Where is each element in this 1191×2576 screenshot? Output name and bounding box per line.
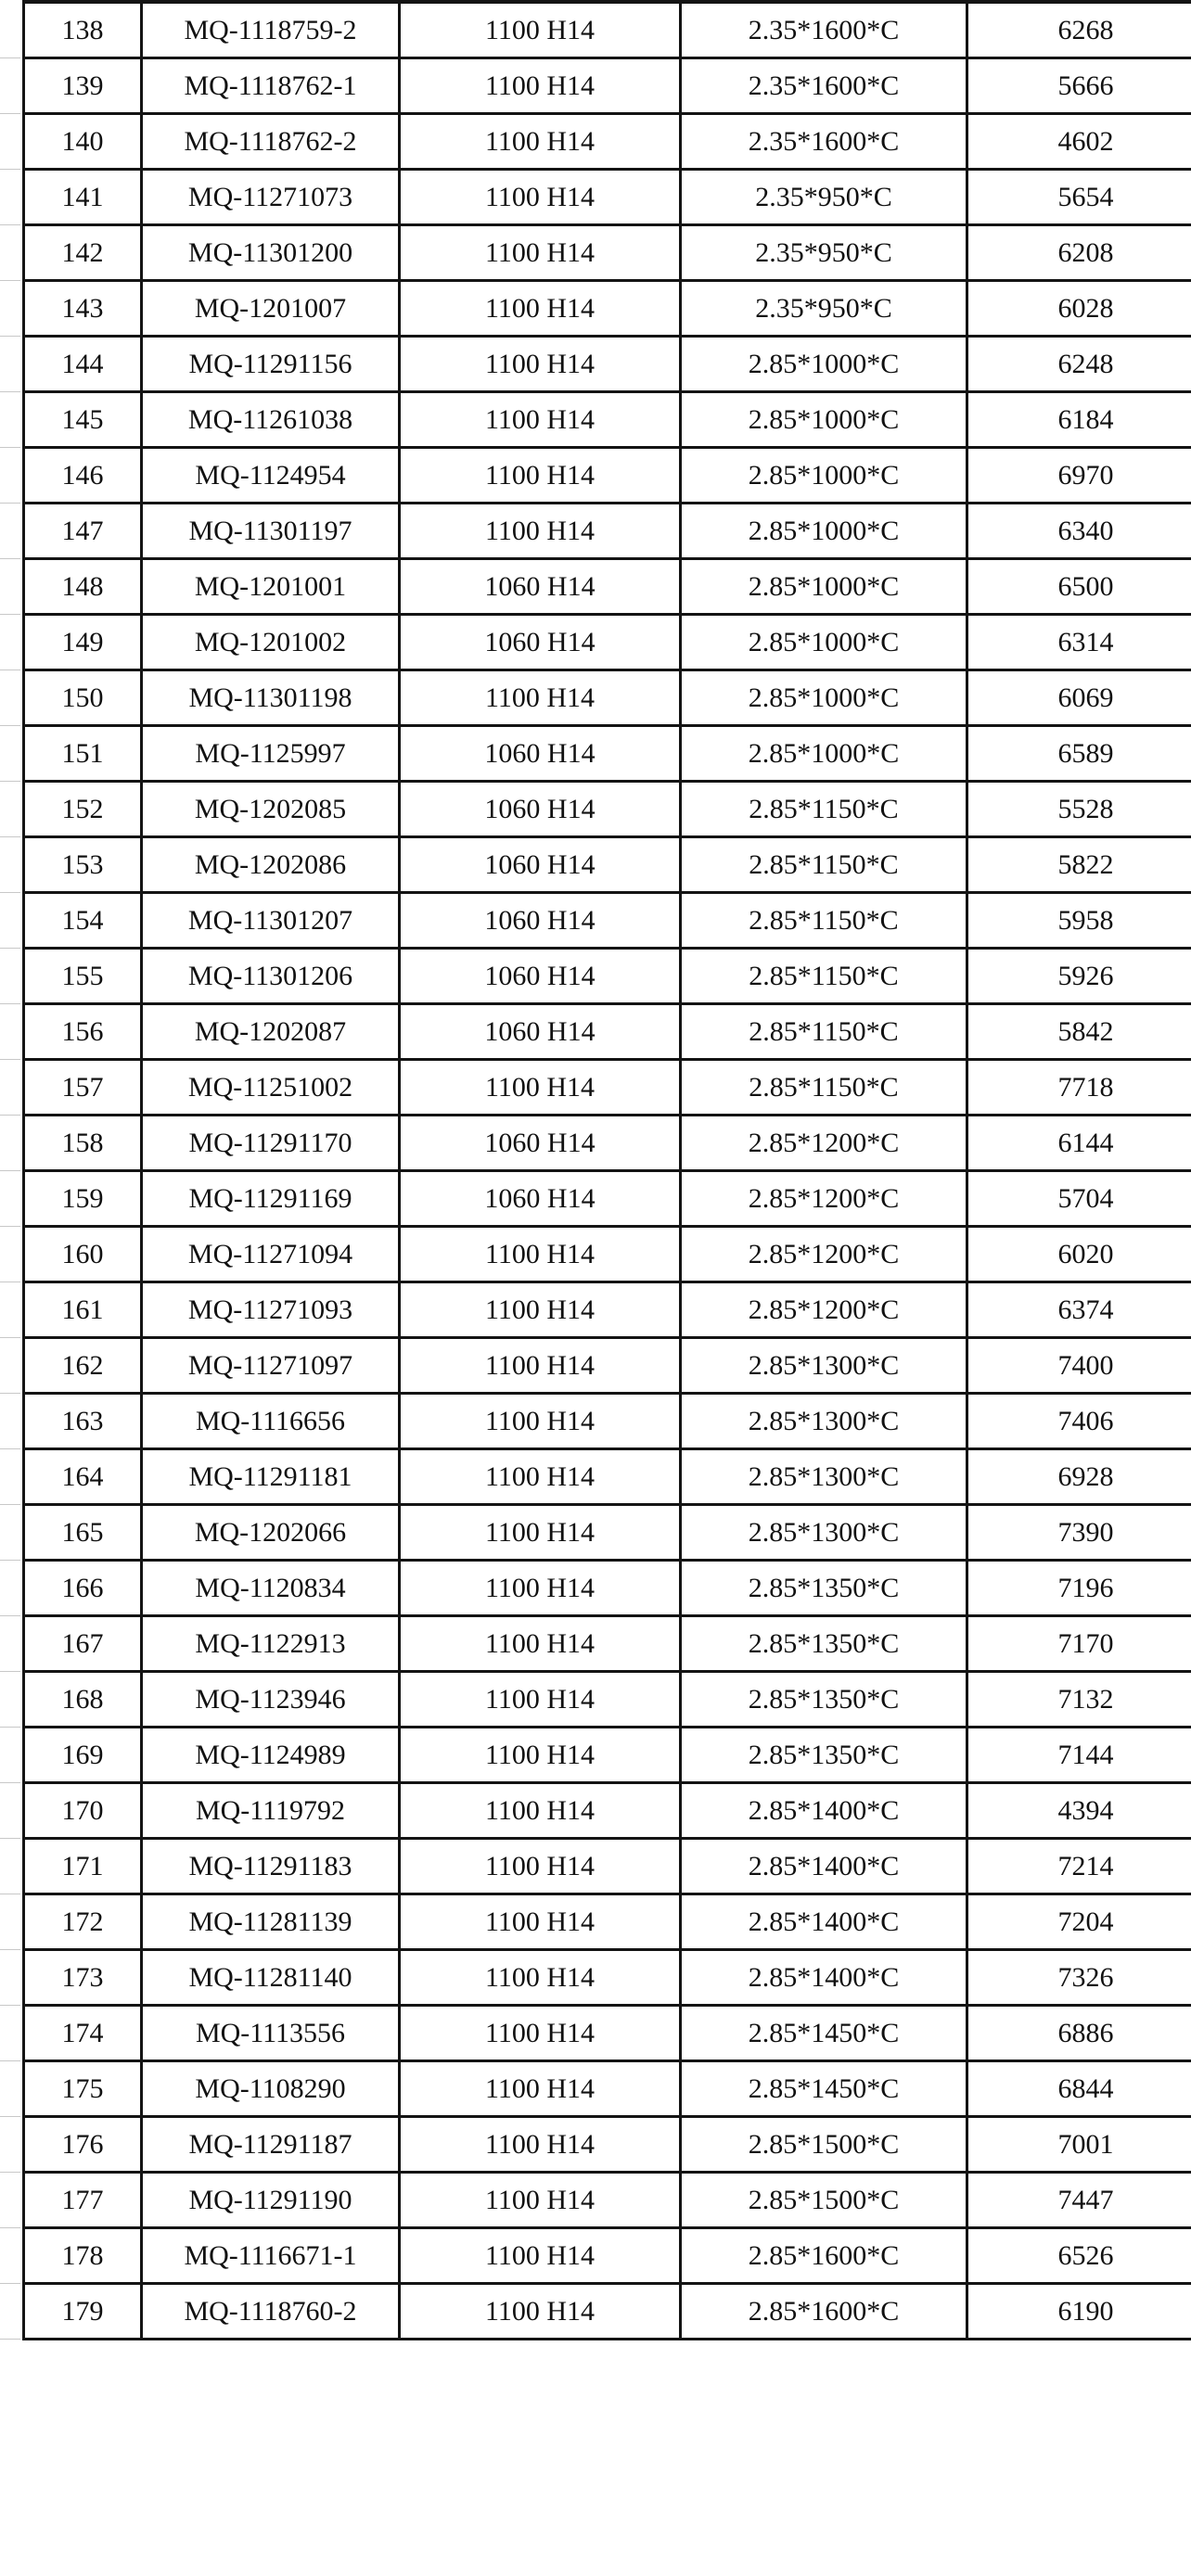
table-row[interactable] xyxy=(24,837,1191,893)
gutter-gridline xyxy=(0,280,20,281)
weight-cell: 6500 xyxy=(967,559,1191,615)
alloy-temper-cell: 1100 H14 xyxy=(400,1338,681,1394)
table-row[interactable] xyxy=(24,2117,1191,2173)
size-spec-cell: 2.85*1300*C xyxy=(681,1449,967,1505)
weight-cell: 5654 xyxy=(967,170,1191,225)
size-spec-cell: 2.85*1350*C xyxy=(681,1561,967,1616)
size-spec-cell: 2.85*1400*C xyxy=(681,1839,967,1894)
coil-number-cell: MQ-1118762-2 xyxy=(142,114,400,170)
table-row[interactable] xyxy=(24,782,1191,837)
weight-cell: 7390 xyxy=(967,1505,1191,1561)
row-index-cell: 163 xyxy=(24,1394,142,1449)
size-spec-cell: 2.85*1400*C xyxy=(681,1950,967,2006)
alloy-temper-cell: 1100 H14 xyxy=(400,2006,681,2061)
size-spec-cell: 2.35*1600*C xyxy=(681,58,967,114)
alloy-temper-cell: 1100 H14 xyxy=(400,2173,681,2228)
weight-cell: 5958 xyxy=(967,893,1191,949)
coil-number-cell: MQ-11291190 xyxy=(142,2173,400,2228)
row-index-cell: 144 xyxy=(24,337,142,392)
size-spec-cell: 2.85*1450*C xyxy=(681,2061,967,2117)
size-spec-cell: 2.35*1600*C xyxy=(681,114,967,170)
row-index-cell: 139 xyxy=(24,58,142,114)
gutter-gridline xyxy=(0,558,20,559)
table-row[interactable] xyxy=(24,2006,1191,2061)
coil-number-cell: MQ-1124989 xyxy=(142,1728,400,1783)
row-index-cell: 156 xyxy=(24,1004,142,1060)
table-row[interactable] xyxy=(24,114,1191,170)
weight-cell: 7326 xyxy=(967,1950,1191,2006)
row-index-cell: 142 xyxy=(24,225,142,281)
weight-cell: 4394 xyxy=(967,1783,1191,1839)
table-row[interactable] xyxy=(24,170,1191,225)
size-spec-cell: 2.85*1000*C xyxy=(681,504,967,559)
weight-cell: 5704 xyxy=(967,1171,1191,1227)
coil-number-cell: MQ-1116671-1 xyxy=(142,2228,400,2284)
coil-number-cell: MQ-1124954 xyxy=(142,448,400,504)
size-spec-cell: 2.85*1150*C xyxy=(681,949,967,1004)
gutter-gridline xyxy=(0,169,20,170)
table-row[interactable] xyxy=(24,670,1191,726)
row-index-cell: 179 xyxy=(24,2284,142,2340)
alloy-temper-cell: 1100 H14 xyxy=(400,1227,681,1282)
coil-number-cell: MQ-11291169 xyxy=(142,1171,400,1227)
size-spec-cell: 2.85*1600*C xyxy=(681,2228,967,2284)
row-index-cell: 172 xyxy=(24,1894,142,1950)
weight-cell: 6589 xyxy=(967,726,1191,782)
table-row[interactable] xyxy=(24,1004,1191,1060)
size-spec-cell: 2.85*1200*C xyxy=(681,1116,967,1171)
size-spec-cell: 2.85*1350*C xyxy=(681,1728,967,1783)
alloy-temper-cell: 1100 H14 xyxy=(400,337,681,392)
gutter-gridline xyxy=(0,1337,20,1338)
weight-cell: 7214 xyxy=(967,1839,1191,1894)
weight-cell: 6020 xyxy=(967,1227,1191,1282)
table-row[interactable] xyxy=(24,1060,1191,1116)
gutter-gridline xyxy=(0,503,20,504)
table-row[interactable] xyxy=(24,893,1191,949)
row-index-cell: 151 xyxy=(24,726,142,782)
table-row[interactable] xyxy=(24,225,1191,281)
weight-cell: 7144 xyxy=(967,1728,1191,1783)
row-index-cell: 143 xyxy=(24,281,142,337)
size-spec-cell: 2.85*1200*C xyxy=(681,1227,967,1282)
alloy-temper-cell: 1060 H14 xyxy=(400,559,681,615)
row-index-cell: 157 xyxy=(24,1060,142,1116)
gutter-gridline xyxy=(0,836,20,837)
coil-number-cell: MQ-1201002 xyxy=(142,615,400,670)
table-row[interactable] xyxy=(24,2228,1191,2284)
weight-cell: 4602 xyxy=(967,114,1191,170)
gutter-gridline xyxy=(0,447,20,448)
coil-number-cell: MQ-11301197 xyxy=(142,504,400,559)
blank-area xyxy=(0,2468,1191,2576)
table-row[interactable] xyxy=(24,448,1191,504)
row-index-cell: 154 xyxy=(24,893,142,949)
table-row[interactable] xyxy=(24,1950,1191,2006)
row-index-cell: 146 xyxy=(24,448,142,504)
table-body xyxy=(24,2,1191,2340)
alloy-temper-cell: 1100 H14 xyxy=(400,114,681,170)
row-index-cell: 148 xyxy=(24,559,142,615)
alloy-temper-cell: 1060 H14 xyxy=(400,1171,681,1227)
alloy-temper-cell: 1100 H14 xyxy=(400,1728,681,1783)
alloy-temper-cell: 1060 H14 xyxy=(400,782,681,837)
gutter-gridline xyxy=(0,1504,20,1505)
coil-number-cell: MQ-11271094 xyxy=(142,1227,400,1282)
weight-cell: 6340 xyxy=(967,504,1191,559)
size-spec-cell: 2.85*1300*C xyxy=(681,1505,967,1561)
gutter-gridline xyxy=(0,2116,20,2117)
row-index-cell: 175 xyxy=(24,2061,142,2117)
coil-number-cell: MQ-1202066 xyxy=(142,1505,400,1561)
row-index-cell: 141 xyxy=(24,170,142,225)
weight-cell: 6970 xyxy=(967,448,1191,504)
table-row[interactable] xyxy=(24,1561,1191,1616)
gutter-gridline xyxy=(0,1226,20,1227)
coil-number-cell: MQ-11291181 xyxy=(142,1449,400,1505)
gutter-gridline xyxy=(0,336,20,337)
alloy-temper-cell: 1100 H14 xyxy=(400,1839,681,1894)
gutter-gridline xyxy=(0,1170,20,1171)
row-index-cell: 160 xyxy=(24,1227,142,1282)
alloy-temper-cell: 1100 H14 xyxy=(400,2,681,58)
size-spec-cell: 2.85*1500*C xyxy=(681,2117,967,2173)
weight-cell: 7196 xyxy=(967,1561,1191,1616)
table-row[interactable] xyxy=(24,2061,1191,2117)
table-row[interactable] xyxy=(24,1394,1191,1449)
weight-cell: 7001 xyxy=(967,2117,1191,2173)
weight-cell: 5822 xyxy=(967,837,1191,893)
table-row[interactable] xyxy=(24,392,1191,448)
weight-cell: 7400 xyxy=(967,1338,1191,1394)
row-index-cell: 147 xyxy=(24,504,142,559)
table-row[interactable] xyxy=(24,2,1191,58)
alloy-temper-cell: 1100 H14 xyxy=(400,1449,681,1505)
weight-cell: 6526 xyxy=(967,2228,1191,2284)
gutter-gridline xyxy=(0,57,20,58)
weight-cell: 7204 xyxy=(967,1894,1191,1950)
gutter-gridline xyxy=(0,614,20,615)
table-row[interactable] xyxy=(24,1728,1191,1783)
weight-cell: 6190 xyxy=(967,2284,1191,2340)
table-row[interactable] xyxy=(24,559,1191,615)
alloy-temper-cell: 1100 H14 xyxy=(400,1894,681,1950)
gutter-gridline xyxy=(0,391,20,392)
row-index-cell: 145 xyxy=(24,392,142,448)
size-spec-cell: 2.35*950*C xyxy=(681,225,967,281)
coil-number-cell: MQ-11291183 xyxy=(142,1839,400,1894)
gutter-gridline xyxy=(0,781,20,782)
coil-number-cell: MQ-11291170 xyxy=(142,1116,400,1171)
coil-number-cell: MQ-11271073 xyxy=(142,170,400,225)
weight-cell: 7447 xyxy=(967,2173,1191,2228)
gutter-gridline xyxy=(0,892,20,893)
weight-cell: 5666 xyxy=(967,58,1191,114)
alloy-temper-cell: 1060 H14 xyxy=(400,893,681,949)
size-spec-cell: 2.85*1400*C xyxy=(681,1894,967,1950)
table-row[interactable] xyxy=(24,1116,1191,1171)
size-spec-cell: 2.85*1150*C xyxy=(681,782,967,837)
alloy-temper-cell: 1100 H14 xyxy=(400,1282,681,1338)
gutter-gridline xyxy=(0,1727,20,1728)
gutter-gridline xyxy=(0,2283,20,2284)
coil-number-cell: MQ-11261038 xyxy=(142,392,400,448)
coil-number-cell: MQ-11301200 xyxy=(142,225,400,281)
row-index-cell: 171 xyxy=(24,1839,142,1894)
size-spec-cell: 2.85*1000*C xyxy=(681,615,967,670)
alloy-temper-cell: 1100 H14 xyxy=(400,1505,681,1561)
row-index-cell: 153 xyxy=(24,837,142,893)
alloy-temper-cell: 1100 H14 xyxy=(400,504,681,559)
table-row[interactable] xyxy=(24,1338,1191,1394)
row-index-cell: 176 xyxy=(24,2117,142,2173)
alloy-temper-cell: 1100 H14 xyxy=(400,2117,681,2173)
gutter-gridline xyxy=(0,113,20,114)
table-row[interactable] xyxy=(24,1171,1191,1227)
alloy-temper-cell: 1060 H14 xyxy=(400,837,681,893)
size-spec-cell: 2.85*1200*C xyxy=(681,1171,967,1227)
coil-number-cell: MQ-1113556 xyxy=(142,2006,400,2061)
coil-number-cell: MQ-1108290 xyxy=(142,2061,400,2117)
gutter-gridline xyxy=(0,1003,20,1004)
gutter-gridline xyxy=(0,2172,20,2173)
weight-cell: 6844 xyxy=(967,2061,1191,2117)
alloy-temper-cell: 1100 H14 xyxy=(400,1783,681,1839)
gutter-gridline xyxy=(0,948,20,949)
alloy-temper-cell: 1060 H14 xyxy=(400,726,681,782)
gutter-gridline xyxy=(0,224,20,225)
size-spec-cell: 2.35*950*C xyxy=(681,281,967,337)
table-row[interactable] xyxy=(24,949,1191,1004)
weight-cell: 6928 xyxy=(967,1449,1191,1505)
coil-number-cell: MQ-11271093 xyxy=(142,1282,400,1338)
weight-cell: 6069 xyxy=(967,670,1191,726)
coil-number-cell: MQ-11281139 xyxy=(142,1894,400,1950)
size-spec-cell: 2.85*1150*C xyxy=(681,1004,967,1060)
table-row[interactable] xyxy=(24,1783,1191,1839)
weight-cell: 5528 xyxy=(967,782,1191,837)
coil-number-cell: MQ-11251002 xyxy=(142,1060,400,1116)
coil-number-cell: MQ-1201001 xyxy=(142,559,400,615)
coil-inventory-table xyxy=(22,0,1191,2340)
size-spec-cell: 2.85*1000*C xyxy=(681,448,967,504)
gutter-gridline xyxy=(0,1838,20,1839)
size-spec-cell: 2.85*1000*C xyxy=(681,670,967,726)
row-index-cell: 159 xyxy=(24,1171,142,1227)
alloy-temper-cell: 1060 H14 xyxy=(400,615,681,670)
alloy-temper-cell: 1100 H14 xyxy=(400,1616,681,1672)
row-index-cell: 162 xyxy=(24,1338,142,1394)
coil-number-cell: MQ-1120834 xyxy=(142,1561,400,1616)
table-row[interactable] xyxy=(24,615,1191,670)
gutter-gridline xyxy=(0,1615,20,1616)
size-spec-cell: 2.85*1300*C xyxy=(681,1394,967,1449)
coil-number-cell: MQ-11271097 xyxy=(142,1338,400,1394)
gutter-gridline xyxy=(0,2060,20,2061)
weight-cell: 5926 xyxy=(967,949,1191,1004)
row-index-cell: 168 xyxy=(24,1672,142,1728)
coil-number-cell: MQ-11301206 xyxy=(142,949,400,1004)
weight-cell: 7718 xyxy=(967,1060,1191,1116)
gutter-gridline xyxy=(0,2339,20,2340)
size-spec-cell: 2.85*1350*C xyxy=(681,1672,967,1728)
gutter-gridline xyxy=(0,1671,20,1672)
size-spec-cell: 2.85*1500*C xyxy=(681,2173,967,2228)
weight-cell: 7406 xyxy=(967,1394,1191,1449)
gutter-gridline xyxy=(0,1448,20,1449)
size-spec-cell: 2.85*1000*C xyxy=(681,559,967,615)
size-spec-cell: 2.85*1450*C xyxy=(681,2006,967,2061)
coil-number-cell: MQ-11291187 xyxy=(142,2117,400,2173)
coil-number-cell: MQ-1122913 xyxy=(142,1616,400,1672)
size-spec-cell: 2.85*1150*C xyxy=(681,893,967,949)
size-spec-cell: 2.85*1000*C xyxy=(681,337,967,392)
row-gutter xyxy=(0,0,22,2576)
weight-cell: 6374 xyxy=(967,1282,1191,1338)
row-index-cell: 149 xyxy=(24,615,142,670)
coil-number-cell: MQ-1202087 xyxy=(142,1004,400,1060)
coil-number-cell: MQ-1123946 xyxy=(142,1672,400,1728)
size-spec-cell: 2.85*1000*C xyxy=(681,392,967,448)
weight-cell: 6268 xyxy=(967,2,1191,58)
alloy-temper-cell: 1100 H14 xyxy=(400,225,681,281)
alloy-temper-cell: 1100 H14 xyxy=(400,448,681,504)
weight-cell: 6886 xyxy=(967,2006,1191,2061)
weight-cell: 7170 xyxy=(967,1616,1191,1672)
row-index-cell: 155 xyxy=(24,949,142,1004)
alloy-temper-cell: 1100 H14 xyxy=(400,2061,681,2117)
table-row[interactable] xyxy=(24,281,1191,337)
size-spec-cell: 2.85*1200*C xyxy=(681,1282,967,1338)
row-index-cell: 167 xyxy=(24,1616,142,1672)
gutter-gridline xyxy=(0,2005,20,2006)
table-row[interactable] xyxy=(24,1227,1191,1282)
gutter-gridline xyxy=(0,1560,20,1561)
table-row[interactable] xyxy=(24,1839,1191,1894)
table-row[interactable] xyxy=(24,726,1191,782)
gutter-gridline xyxy=(0,2227,20,2228)
weight-cell: 7132 xyxy=(967,1672,1191,1728)
size-spec-cell: 2.85*1600*C xyxy=(681,2284,967,2340)
coil-number-cell: MQ-1125997 xyxy=(142,726,400,782)
alloy-temper-cell: 1100 H14 xyxy=(400,670,681,726)
table-row[interactable] xyxy=(24,1449,1191,1505)
coil-number-cell: MQ-1119792 xyxy=(142,1783,400,1839)
alloy-temper-cell: 1100 H14 xyxy=(400,1561,681,1616)
gutter-gridline xyxy=(0,1782,20,1783)
table-row[interactable] xyxy=(24,1505,1191,1561)
coil-number-cell: MQ-1202086 xyxy=(142,837,400,893)
row-index-cell: 140 xyxy=(24,114,142,170)
alloy-temper-cell: 1060 H14 xyxy=(400,1004,681,1060)
gutter-gridline xyxy=(0,1115,20,1116)
row-index-cell: 138 xyxy=(24,2,142,58)
alloy-temper-cell: 1100 H14 xyxy=(400,170,681,225)
coil-number-cell: MQ-1118760-2 xyxy=(142,2284,400,2340)
coil-number-cell: MQ-1118759-2 xyxy=(142,2,400,58)
weight-cell: 5842 xyxy=(967,1004,1191,1060)
row-index-cell: 174 xyxy=(24,2006,142,2061)
alloy-temper-cell: 1100 H14 xyxy=(400,392,681,448)
size-spec-cell: 2.85*1300*C xyxy=(681,1338,967,1394)
table-row[interactable] xyxy=(24,1894,1191,1950)
alloy-temper-cell: 1100 H14 xyxy=(400,2284,681,2340)
row-index-cell: 161 xyxy=(24,1282,142,1338)
gutter-gridline xyxy=(0,725,20,726)
size-spec-cell: 2.35*1600*C xyxy=(681,2,967,58)
row-index-cell: 152 xyxy=(24,782,142,837)
alloy-temper-cell: 1100 H14 xyxy=(400,58,681,114)
size-spec-cell: 2.85*1350*C xyxy=(681,1616,967,1672)
row-index-cell: 150 xyxy=(24,670,142,726)
weight-cell: 6248 xyxy=(967,337,1191,392)
row-index-cell: 169 xyxy=(24,1728,142,1783)
alloy-temper-cell: 1100 H14 xyxy=(400,1672,681,1728)
row-index-cell: 170 xyxy=(24,1783,142,1839)
row-index-cell: 173 xyxy=(24,1950,142,2006)
table-row[interactable] xyxy=(24,1616,1191,1672)
coil-number-cell: MQ-11281140 xyxy=(142,1950,400,2006)
coil-number-cell: MQ-11291156 xyxy=(142,337,400,392)
alloy-temper-cell: 1060 H14 xyxy=(400,949,681,1004)
table-row[interactable] xyxy=(24,1672,1191,1728)
size-spec-cell: 2.85*1150*C xyxy=(681,1060,967,1116)
row-index-cell: 158 xyxy=(24,1116,142,1171)
coil-number-cell: MQ-1202085 xyxy=(142,782,400,837)
table-row[interactable] xyxy=(24,337,1191,392)
alloy-temper-cell: 1100 H14 xyxy=(400,1394,681,1449)
gutter-gridline xyxy=(0,1393,20,1394)
coil-number-cell: MQ-1116656 xyxy=(142,1394,400,1449)
size-spec-cell: 2.85*1400*C xyxy=(681,1783,967,1839)
alloy-temper-cell: 1100 H14 xyxy=(400,281,681,337)
row-index-cell: 166 xyxy=(24,1561,142,1616)
row-index-cell: 178 xyxy=(24,2228,142,2284)
size-spec-cell: 2.85*1000*C xyxy=(681,726,967,782)
coil-number-cell: MQ-1201007 xyxy=(142,281,400,337)
size-spec-cell: 2.85*1150*C xyxy=(681,837,967,893)
table-row[interactable] xyxy=(24,2173,1191,2228)
coil-number-cell: MQ-1118762-1 xyxy=(142,58,400,114)
coil-number-cell: MQ-11301198 xyxy=(142,670,400,726)
alloy-temper-cell: 1100 H14 xyxy=(400,2228,681,2284)
weight-cell: 6314 xyxy=(967,615,1191,670)
coil-number-cell: MQ-11301207 xyxy=(142,893,400,949)
row-index-cell: 164 xyxy=(24,1449,142,1505)
table-row[interactable] xyxy=(24,504,1191,559)
alloy-temper-cell: 1100 H14 xyxy=(400,1060,681,1116)
weight-cell: 6144 xyxy=(967,1116,1191,1171)
gutter-gridline xyxy=(0,1059,20,1060)
alloy-temper-cell: 1060 H14 xyxy=(400,1116,681,1171)
size-spec-cell: 2.35*950*C xyxy=(681,170,967,225)
weight-cell: 6208 xyxy=(967,225,1191,281)
row-index-cell: 177 xyxy=(24,2173,142,2228)
alloy-temper-cell: 1100 H14 xyxy=(400,1950,681,2006)
weight-cell: 6028 xyxy=(967,281,1191,337)
table-row[interactable] xyxy=(24,2284,1191,2340)
table-row[interactable] xyxy=(24,1282,1191,1338)
table-row[interactable] xyxy=(24,58,1191,114)
gutter-gridline xyxy=(0,1949,20,1950)
row-index-cell: 165 xyxy=(24,1505,142,1561)
weight-cell: 6184 xyxy=(967,392,1191,448)
